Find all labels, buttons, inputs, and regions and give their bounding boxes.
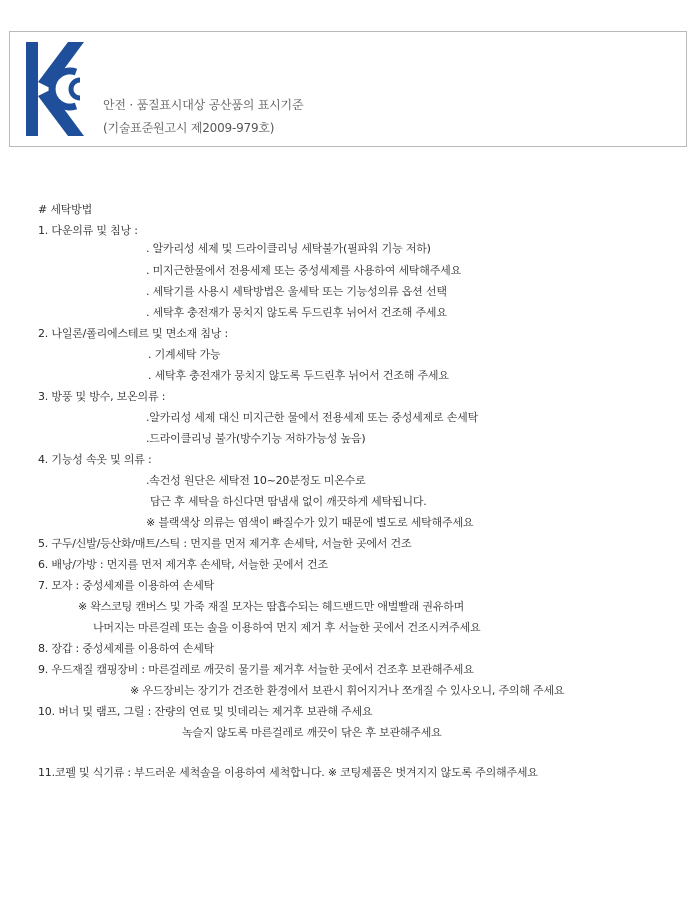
item-heading: 11.코펠 및 식기류 : 부드러운 세척솔을 이용하여 세척합니다. ※ 코팅제품은 벗겨지지 않도록 주의해주세요	[38, 766, 538, 779]
item-detail: . 세탁후 충전재가 뭉치지 않도록 두드린후 뉘어서 건조해 주세요	[148, 369, 449, 382]
item-detail: .드라이클리닝 불가(방수기능 저하가능성 높음)	[146, 432, 366, 445]
item-detail: . 세탁기를 사용시 세탁방법은 울세탁 또는 기능성의류 옵션 선택	[146, 285, 447, 298]
section-title: # 세탁방법	[38, 203, 93, 216]
item-heading: 10. 버너 및 램프, 그릴 : 잔량의 연료 및 빗데리는 제거후 보관해 주세요	[38, 705, 373, 718]
item-detail: . 기계세탁 가능	[148, 348, 221, 361]
kc-standard-title: 안전 · 품질표시대상 공산품의 표시기준	[103, 98, 304, 112]
item-heading: 1. 다운의류 및 침낭 :	[38, 224, 138, 237]
item-heading: 2. 나일론/폴리에스테르 및 면소재 침낭 :	[38, 327, 228, 340]
item-detail: 담근 후 세탁을 하신다면 땀냄새 없이 깨끗하게 세탁됩니다.	[150, 495, 427, 508]
item-heading: 8. 장갑 : 중성세제를 이용하여 손세탁	[38, 642, 215, 655]
item-heading: 3. 방풍 및 방수, 보온의류 :	[38, 390, 166, 403]
item-heading: 4. 기능성 속옷 및 의류 :	[38, 453, 152, 466]
item-heading: 5. 구두/신발/등산화/매트/스틱 : 먼지를 먼저 제거후 손세탁, 서늘한 곳에서 건조	[38, 537, 412, 550]
item-note: ※ 블랙색상 의류는 염색이 빠질수가 있기 때문에 별도로 세탁해주세요	[146, 516, 474, 529]
item-note: ※ 우드장비는 장기가 건조한 환경에서 보관시 휘어지거나 쪼개질 수 있사오니, 주의해 주세요	[130, 684, 565, 697]
item-heading: 9. 우드재질 캠핑장비 : 마른걸레로 깨끗히 물기를 제거후 서늘한 곳에서 건조후 보관해주세요	[38, 663, 474, 676]
item-heading: 7. 모자 : 중성세제를 이용하여 손세탁	[38, 579, 215, 592]
item-detail: 녹슬지 않도록 마른걸레로 깨끗이 닦은 후 보관해주세요	[182, 726, 442, 739]
item-detail: 나머지는 마른걸레 또는 솔을 이용하여 먼지 제거 후 서늘한 곳에서 건조시켜주세요	[93, 621, 481, 634]
kc-notice-number: (기술표준원고시 제2009-979호)	[103, 121, 275, 135]
item-heading: 6. 배낭/가방 : 먼지를 먼저 제거후 손세탁, 서늘한 곳에서 건조	[38, 558, 328, 571]
item-detail: . 알카리성 세제 및 드라이클리닝 세탁불가(필파워 기능 저하)	[146, 242, 431, 255]
item-detail: .속건성 원단은 세탁전 10~20분정도 미온수로	[146, 474, 366, 487]
item-note: ※ 왁스코팅 캔버스 및 가죽 재질 모자는 땀흡수되는 헤드밴드만 애벌빨래 권유하며	[78, 600, 465, 613]
item-detail: . 세탁후 충전재가 뭉치지 않도록 두드린후 뉘어서 건조해 주세요	[146, 306, 447, 319]
item-detail: .알카리성 세제 대신 미지근한 물에서 전용세제 또는 중성세제로 손세탁	[146, 411, 479, 424]
item-detail: . 미지근한물에서 전용세제 또는 중성세제를 사용하여 세탁해주세요	[146, 264, 462, 277]
